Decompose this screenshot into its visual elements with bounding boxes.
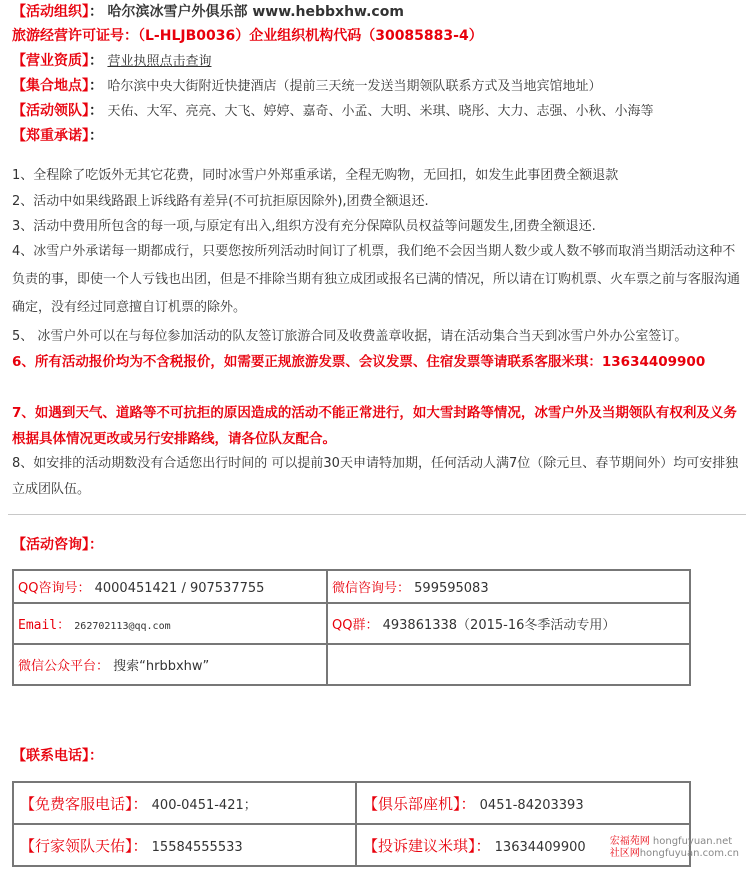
org-line: 【活动组织】： 哈尔滨冰雪户外俱乐部 www.hebbxhw.com xyxy=(12,4,404,20)
promise-4: 4、冰雪户外承诺每一期都成行，只要您按所列活动时间订了机票，我们绝不会因当期人数少或人数不够而取消当期活动这种不负责的事，即使一个人亏钱也出团，但是不排除当期有独立成团或报名已满的情况，所以请在订购机票、火车票之前与客服沟通确定，没有经过同意擅自订机票的除外。 xyxy=(12,244,741,315)
qualification-line: 【营业资质】： 营业执照点击查询 xyxy=(12,53,212,69)
promise-7: 7、如遇到天气、道路等不可抗拒的原因造成的活动不能正常进行，如大雪封路等情况，冰雪户外及当期领队有权利及义务根据具体情况更改或另行安排路线，请各位队友配合。 xyxy=(12,405,737,447)
qqgroup-label: QQ群： xyxy=(332,618,379,633)
free-phone-cell xyxy=(13,782,356,824)
meeting-point-label: 【集合地点】 xyxy=(12,78,89,94)
qq-cell xyxy=(13,570,327,603)
meeting-point-line: 【集合地点】： 哈尔滨中央大街附近快捷酒店（提前三天统一发送当期领队联系方式及当地宾馆地址） xyxy=(12,78,602,94)
promise-5: 5、 冰雪户外可以在与每位参加活动的队友签订旅游合同及收费盖章收据，请在活动集合当天到冰雪户外办公室签订。 xyxy=(12,329,688,344)
club-phone-value: 0451-84203393 xyxy=(479,797,584,813)
qq-label: QQ咨询号： xyxy=(18,581,91,596)
email-label: Email： xyxy=(18,618,71,633)
free-phone-value: 400-0451-421； xyxy=(151,797,257,813)
wechat-value: 599595083 xyxy=(414,581,489,596)
promise-1: 1、全程除了吃饭外无其它花费，同时冰雪户外郑重承诺，全程无购物，无回扣，如发生此事团费全额退款 xyxy=(12,168,619,183)
meeting-point-value: 哈尔滨中央大街附近快捷酒店（提前三天统一发送当期领队联系方式及当地宾馆地址） xyxy=(107,79,602,94)
complaint-phone-value: 13634409900 xyxy=(494,839,586,855)
consult-table xyxy=(12,569,691,686)
email-value[interactable]: 262702113@qq.com xyxy=(74,621,171,632)
leaders-value: 天佑、大军、亮亮、大飞、婷婷、嘉奇、小孟、大明、米琪、晓彤、大力、志强、小秋、小海等 xyxy=(107,104,654,119)
leaders-label: 【活动领队】 xyxy=(12,103,89,119)
free-phone-label: 【免费客服电话】： xyxy=(20,794,148,813)
qualification-label: 【营业资质】 xyxy=(12,53,89,69)
divider xyxy=(8,514,746,515)
consult-title: 【活动咨询】： xyxy=(12,537,103,553)
email-cell xyxy=(13,603,327,644)
public-account-cell xyxy=(13,644,327,685)
promise-3: 3、活动中费用所包含的每一项,与原定有出入,组织方没有充分保障队员权益等问题发生,团费全额退还. xyxy=(12,219,596,234)
org-value: 哈尔滨冰雪户外俱乐部 www.hebbxhw.com xyxy=(107,4,404,20)
contact-table xyxy=(12,781,691,867)
leader-phone-value: 15584555533 xyxy=(151,839,243,855)
contact-title: 【联系电话】： xyxy=(12,748,103,764)
watermark: 宏福苑网 hongfuyuan.net 社区网hongfuyuan.com.cn xyxy=(609,836,739,859)
promise-6: 6、所有活动报价均为不含税报价，如需要正规旅游发票、会议发票、住宿发票等请联系客服米琪：13634409900 xyxy=(12,354,706,370)
leader-phone-label: 【行家领队天佑】： xyxy=(20,836,148,855)
qq-value: 4000451421 / 907537755 xyxy=(94,581,265,596)
org-label: 【活动组织】 xyxy=(12,4,89,20)
wechat-label: 微信咨询号： xyxy=(332,581,411,596)
promise-2: 2、活动中如果线路跟上诉线路有差异(不可抗拒原因除外),团费全额退还. xyxy=(12,194,429,209)
promise-8: 8、如安排的活动期数没有合适您出行时间的 可以提前30天申请特加期，任何活动人满7位（除元旦、春节期间外）均可安排独立成团队伍。 xyxy=(12,456,739,497)
qqgroup-cell xyxy=(327,603,690,644)
wechat-cell xyxy=(327,570,690,603)
leader-phone-cell xyxy=(13,824,356,866)
public-account-value: 搜索“hrbbxhw” xyxy=(113,659,210,674)
qqgroup-value: 493861338（2015-16冬季活动专用） xyxy=(382,618,616,633)
public-account-label: 微信公众平台： xyxy=(18,659,110,674)
complaint-phone-label: 【投诉建议米琪】： xyxy=(363,836,491,855)
promise-label: 【郑重承诺】 xyxy=(12,128,89,144)
empty-cell xyxy=(327,644,690,685)
license-line: 旅游经营许可证号：（L-HLJB0036）企业组织机构代码（30085883-4） xyxy=(12,28,483,44)
license-query-link[interactable]: 营业执照点击查询 xyxy=(107,54,212,69)
promise-heading: 【郑重承诺】： xyxy=(12,128,103,144)
club-phone-label: 【俱乐部座机】： xyxy=(363,794,476,813)
club-phone-cell xyxy=(356,782,690,824)
leaders-line: 【活动领队】： 天佑、大军、亮亮、大飞、婷婷、嘉奇、小孟、大明、米琪、晓彤、大力、志强、小秋、小海等 xyxy=(12,103,654,119)
